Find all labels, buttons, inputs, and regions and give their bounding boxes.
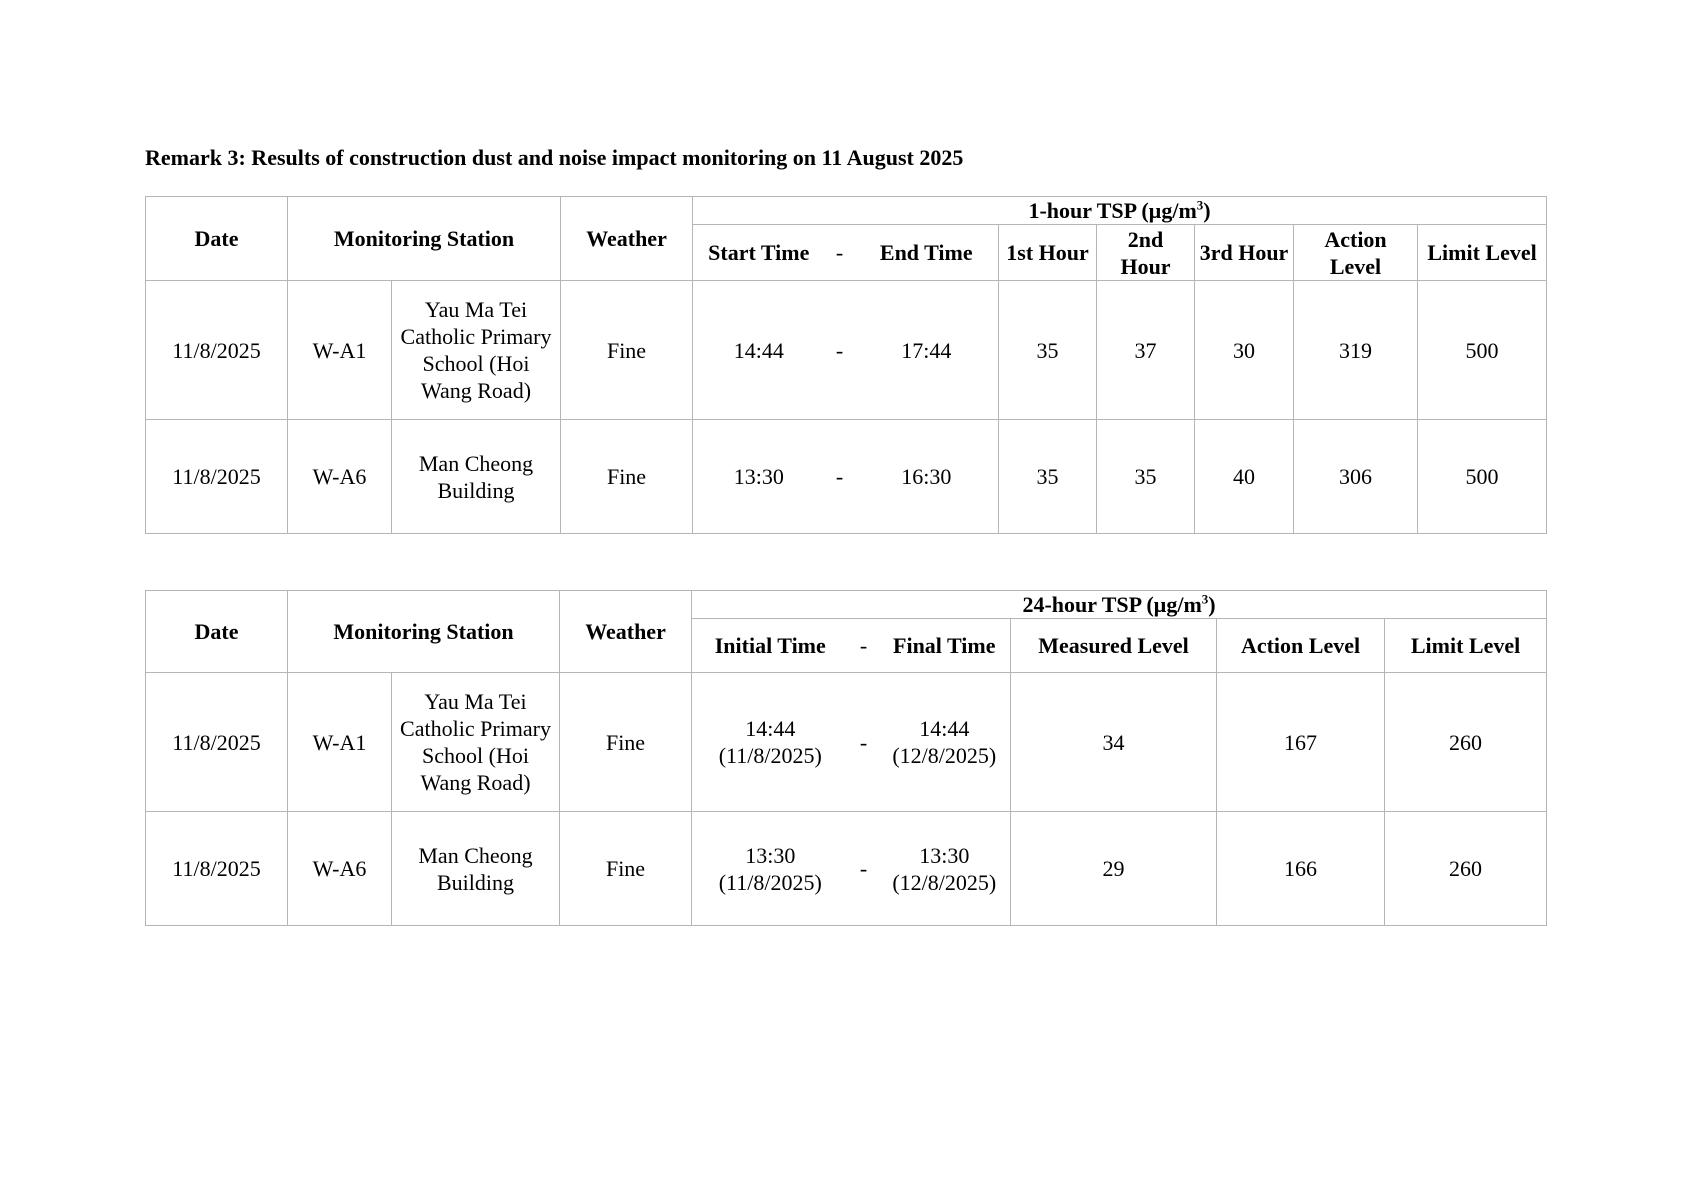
cell-measured-level: 34	[1011, 673, 1217, 812]
header-monitoring-station: Monitoring Station	[288, 591, 560, 673]
cell-station-name: Man Cheong Building	[392, 812, 560, 926]
table-row	[146, 420, 1547, 534]
header-measured-level: Measured Level	[1011, 619, 1217, 673]
cell-station-name: Yau Ma Tei Catholic Primary School (Hoi Wang Road)	[392, 281, 561, 420]
one-hour-tsp-table	[145, 196, 1547, 534]
header-weather: Weather	[561, 197, 693, 281]
cell-dash: -	[825, 420, 855, 534]
cell-date: 11/8/2025	[146, 812, 288, 926]
header-monitoring-station: Monitoring Station	[288, 197, 561, 281]
cell-final-time	[879, 812, 1011, 926]
header-2nd-hour: 2nd Hour	[1097, 225, 1195, 281]
table-row	[146, 673, 1547, 812]
header-action-level: Action Level	[1294, 225, 1418, 281]
initial-time: 14:44	[745, 716, 796, 741]
cell-end-time: 16:30	[855, 420, 999, 534]
cell-limit-level: 260	[1385, 673, 1547, 812]
final-time: 14:44	[919, 716, 970, 741]
initial-date: (11/8/2025)	[718, 743, 822, 768]
final-date: (12/8/2025)	[892, 869, 997, 895]
header-limit-level: Limit Level	[1385, 619, 1547, 673]
cell-action-level: 319	[1294, 281, 1418, 420]
cell-weather: Fine	[561, 281, 693, 420]
cell-limit-level: 260	[1385, 812, 1547, 926]
table-row	[146, 281, 1547, 420]
cell-2nd-hour: 35	[1097, 420, 1195, 534]
header-start-time: Start Time	[693, 225, 825, 281]
cell-date: 11/8/2025	[146, 673, 288, 812]
cell-action-level: 167	[1217, 673, 1385, 812]
remark-title: Remark 3: Results of construction dust and noise impact monitoring on 11 August 2025	[145, 145, 964, 170]
header-weather: Weather	[560, 591, 692, 673]
header-end-time: End Time	[855, 225, 999, 281]
cell-date: 11/8/2025	[146, 420, 288, 534]
cell-station-id: W-A1	[288, 281, 392, 420]
cell-limit-level: 500	[1418, 420, 1547, 534]
cell-2nd-hour: 37	[1097, 281, 1195, 420]
header-24-hour-tsp: 24-hour TSP $(\mu g/m^3)$	[692, 591, 1547, 619]
header-1st-hour: 1st Hour	[999, 225, 1097, 281]
final-time: 13:30	[919, 842, 970, 868]
cell-initial-time	[692, 673, 849, 812]
twenty-four-hour-tsp-table	[145, 590, 1547, 926]
final-date: (12/8/2025)	[892, 743, 997, 768]
cell-action-level: 166	[1217, 812, 1385, 926]
cell-station-id: W-A1	[288, 673, 392, 812]
header-3rd-hour: 3rd Hour	[1195, 225, 1294, 281]
header-dash: -	[825, 225, 855, 281]
header-date: Date	[146, 591, 288, 673]
cell-dash: -	[849, 673, 879, 812]
header-final-time: Final Time	[879, 619, 1011, 673]
cell-dash: -	[825, 281, 855, 420]
cell-start-time: 13:30	[693, 420, 825, 534]
cell-measured-level: 29	[1011, 812, 1217, 926]
header-initial-time: Initial Time	[692, 619, 849, 673]
header-dash: -	[849, 619, 879, 673]
cell-start-time: 14:44	[693, 281, 825, 420]
header-action-level: Action Level	[1217, 619, 1385, 673]
table-row	[146, 812, 1547, 926]
cell-final-time	[879, 673, 1011, 812]
cell-station-id: W-A6	[288, 812, 392, 926]
cell-1st-hour: 35	[999, 420, 1097, 534]
cell-action-level: 306	[1294, 420, 1418, 534]
cell-3rd-hour: 40	[1195, 420, 1294, 534]
cell-limit-level: 500	[1418, 281, 1547, 420]
cell-end-time: 17:44	[855, 281, 999, 420]
header-limit-level: Limit Level	[1418, 225, 1547, 281]
cell-initial-time	[692, 812, 849, 926]
cell-dash: -	[849, 812, 879, 926]
cell-weather: Fine	[560, 812, 692, 926]
initial-date: (11/8/2025)	[718, 869, 822, 895]
header-1-hour-tsp: 1-hour TSP $(\mu g/m^3)$	[693, 197, 1547, 225]
cell-weather: Fine	[561, 420, 693, 534]
cell-station-name: Man Cheong Building	[392, 420, 561, 534]
cell-weather: Fine	[560, 673, 692, 812]
initial-time: 13:30	[745, 842, 796, 868]
cell-3rd-hour: 30	[1195, 281, 1294, 420]
cell-date: 11/8/2025	[146, 281, 288, 420]
header-date: Date	[146, 197, 288, 281]
cell-station-name: Yau Ma Tei Catholic Primary School (Hoi Wang Road)	[392, 673, 560, 812]
cell-station-id: W-A6	[288, 420, 392, 534]
cell-1st-hour: 35	[999, 281, 1097, 420]
